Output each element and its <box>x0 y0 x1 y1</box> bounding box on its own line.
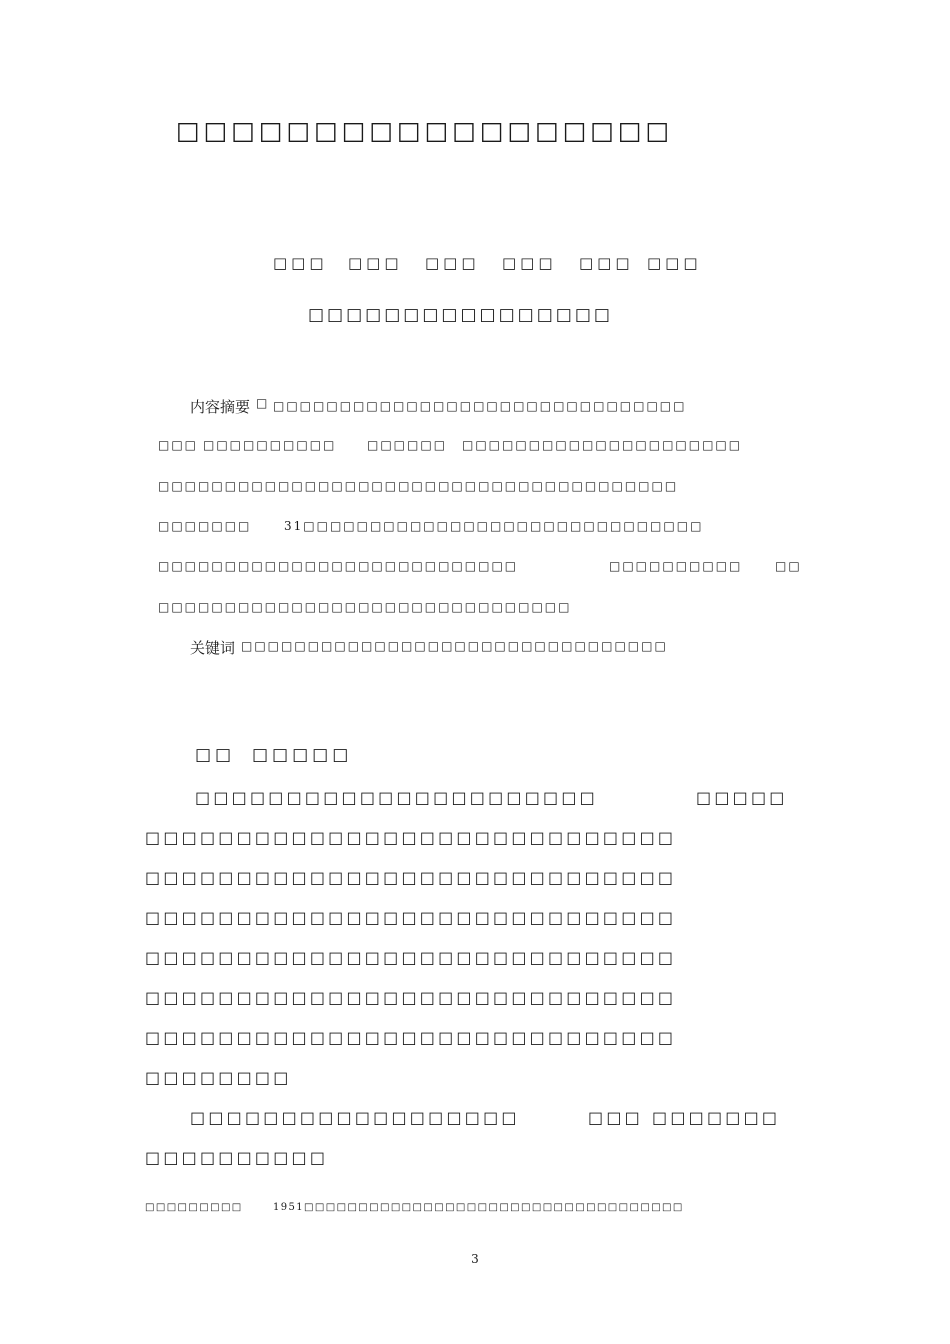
keywords-text: □□□□□□□□□□□□□□□□□□□□□□□□□□□□□□□□ <box>241 639 668 653</box>
body-line: □□□□□□□□□□□□□□□□□□□□□□□□□□□□□ <box>145 868 677 887</box>
body-line: □□□□□□□ <box>652 1108 781 1127</box>
body-line: □□□□□ <box>696 788 788 807</box>
body-line: □□□□□□□□□□ <box>145 1148 329 1167</box>
abstract-line: □□□□□□□□□□ <box>203 438 337 452</box>
body-line: □□□□□□□□□□□□□□□□□□ <box>190 1108 520 1127</box>
body-line: □□□□□□□□ <box>145 1068 292 1087</box>
author-name: □□□ <box>502 254 557 272</box>
page-number: 3 <box>471 1252 479 1266</box>
author-name: □□□ <box>647 254 702 272</box>
abstract-line: □□ <box>775 559 802 573</box>
footnote-text: □□□□□□□□□ <box>145 1202 243 1213</box>
abstract-line: 31□□□□□□□□□□□□□□□□□□□□□□□□□□□□□□ <box>284 519 704 533</box>
section-number: □□ <box>195 745 236 765</box>
author-affiliation: □□□□□□□□□□□□□□□□ <box>308 305 613 325</box>
keywords-label: 关键词 <box>190 639 236 657</box>
abstract-line: □□□□□□□□□□□□□□□□□□□□□□□□□□□ <box>158 559 519 573</box>
body-line: □□□□□□□□□□□□□□□□□□□□□□□□□□□□□ <box>145 1028 677 1047</box>
author-name: □□□ <box>579 254 634 272</box>
abstract-line: □□□□□□□□□□□□□□□□□□□□□□□□□□□□□□□ <box>158 600 572 614</box>
author-name: □□□ <box>348 254 403 272</box>
abstract-line: □□□□□□ <box>367 438 448 452</box>
body-line: □□□□□□□□□□□□□□□□□□□□□□□□□□□□□ <box>145 828 677 847</box>
footnote-text: 1951□□□□□□□□□□□□□□□□□□□□□□□□□□□□□□□□□□□ <box>273 1202 684 1213</box>
abstract-label: 内容摘要 <box>190 398 251 416</box>
paper-title: □□□□□□□□□□□□□□□□□□ <box>176 116 674 145</box>
author-name: □□□ <box>425 254 480 272</box>
abstract-line: □□□□□□□□□□□□□□□□□□□□□□□□□□□□□□□ <box>273 399 687 413</box>
body-line: □□□□□□□□□□□□□□□□□□□□□□□□□□□□□ <box>145 908 677 927</box>
body-line: □□□□□□□□□□□□□□□□□□□□□□□□□□□□□ <box>145 988 677 1007</box>
abstract-line: □□□□□□□□□□□□□□□□□□□□□ <box>462 438 743 452</box>
body-line: □□□□□□□□□□□□□□□□□□□□□□ <box>195 788 598 807</box>
body-line: □□□ <box>588 1108 643 1127</box>
body-line: □□□□□□□□□□□□□□□□□□□□□□□□□□□□□ <box>145 948 677 967</box>
abstract-line: □□□□□□□□□□ <box>609 559 743 573</box>
abstract-line: □□□ <box>158 438 199 452</box>
abstract-line: □□□□□□□ <box>158 519 252 533</box>
author-name: □□□ <box>273 254 328 272</box>
section-title: □□□□□ <box>252 745 353 765</box>
abstract-line: □□□□□□□□□□□□□□□□□□□□□□□□□□□□□□□□□□□□□□□ <box>158 479 679 493</box>
abstract-colon: □ <box>256 396 270 410</box>
